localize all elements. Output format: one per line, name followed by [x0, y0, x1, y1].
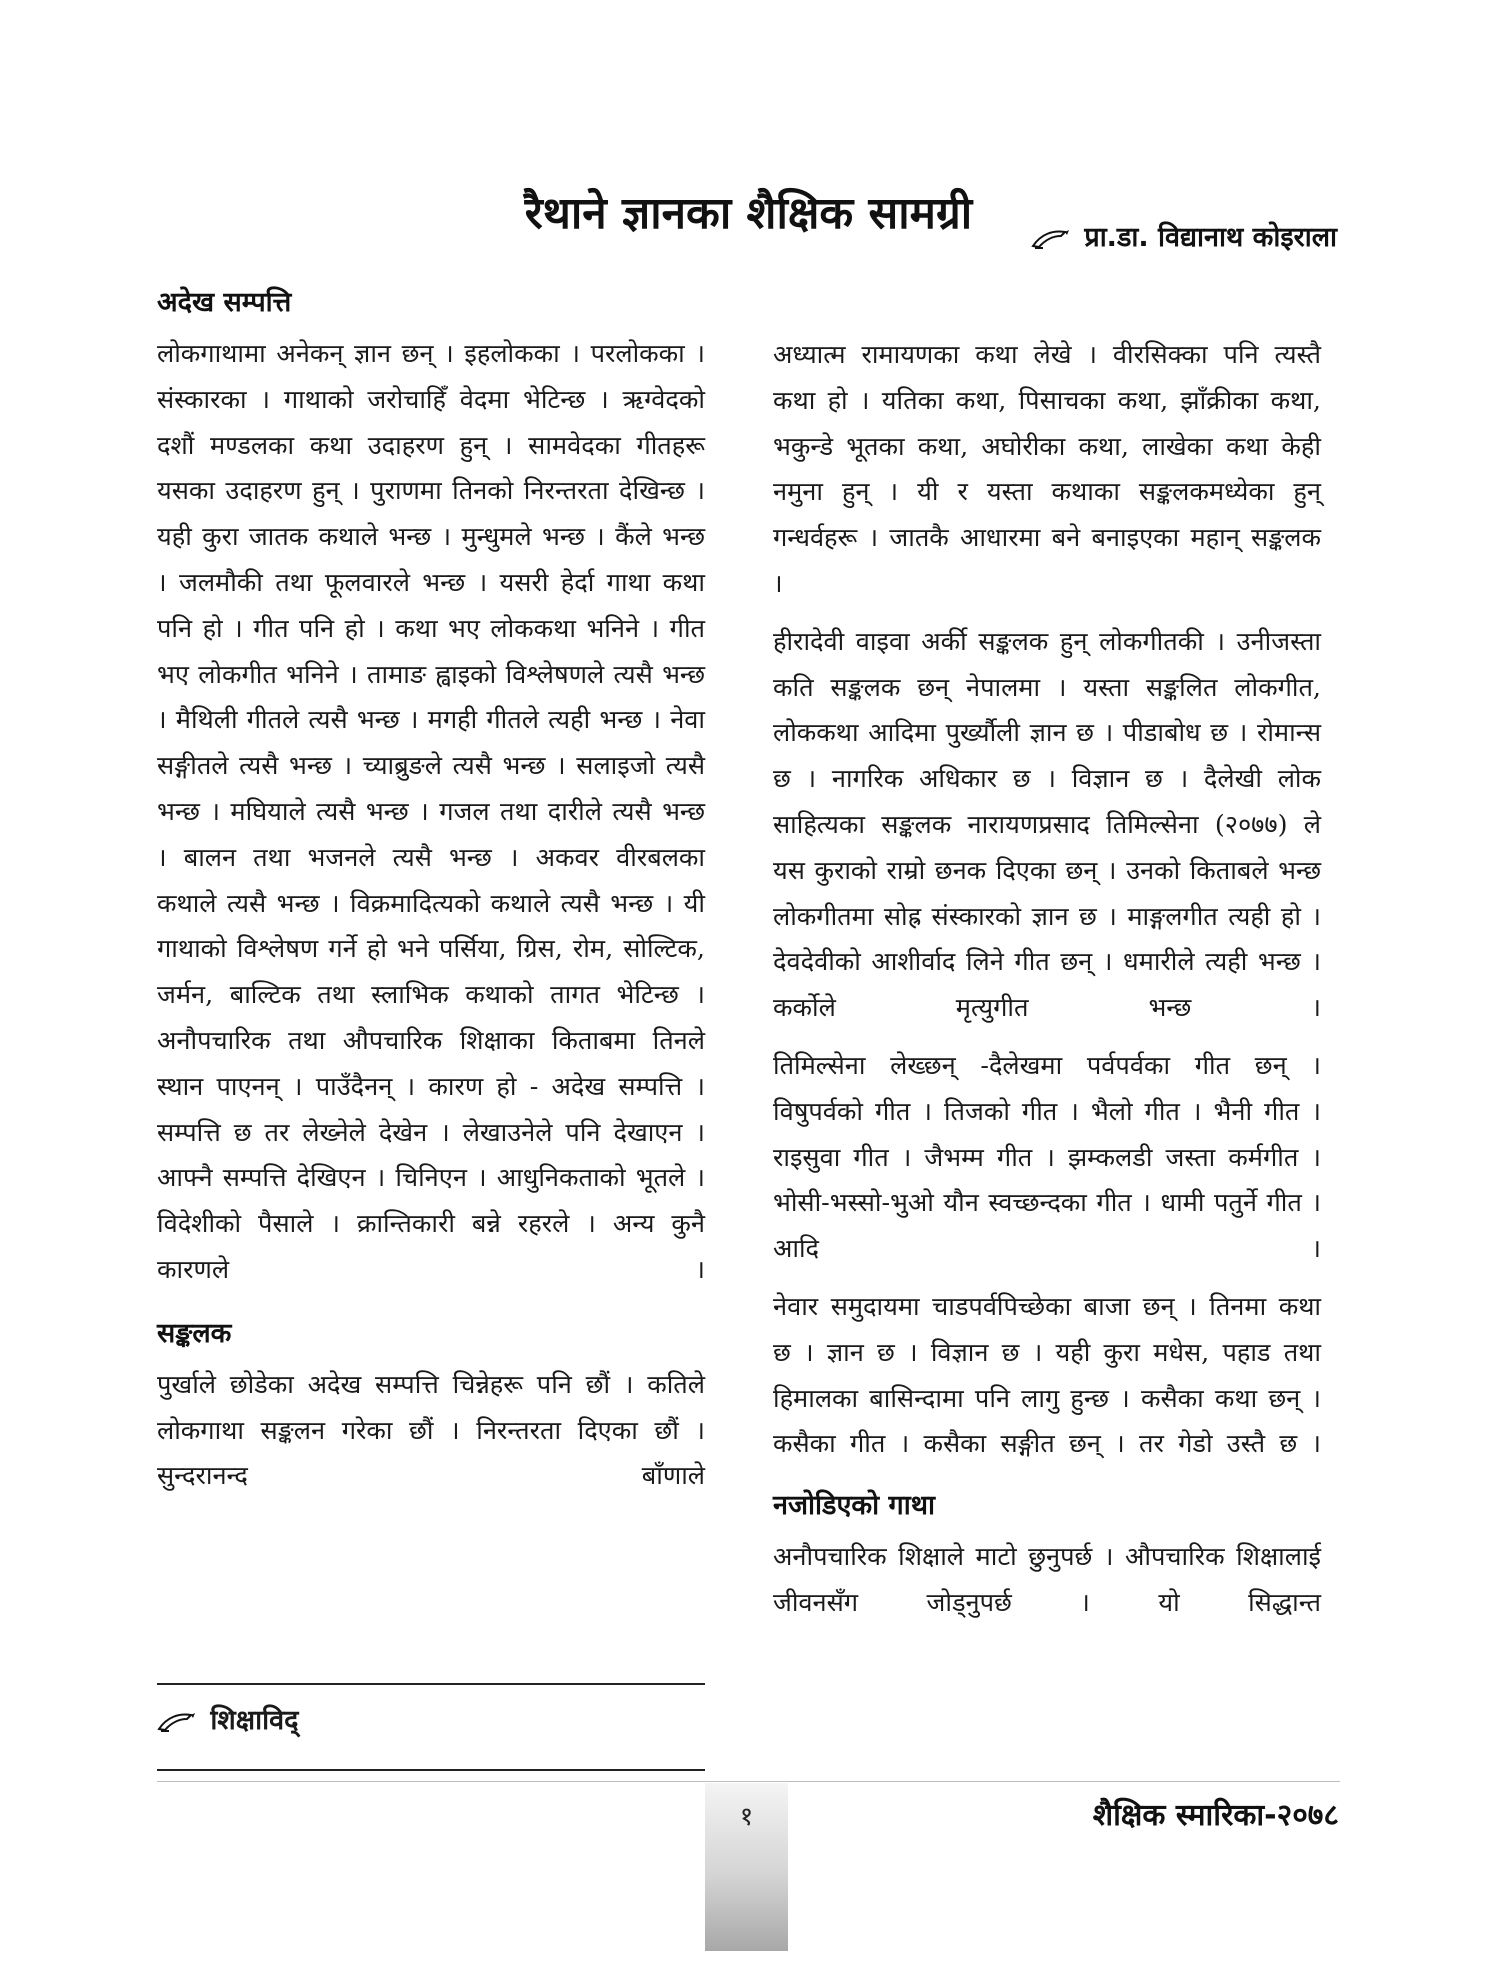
paragraph: हीरादेवी वाइवा अर्की सङ्कलक हुन् लोकगीतकी । उनीजस्ता कति सङ्कलक छन् नेपालमा । यस्ता सङ्कलित लोकगीत, लोककथा आदिमा पुर्ख्यौली ज्ञान छ । पीडाबोध छ । रोमान्स छ । नागरिक अधिकार छ । विज्ञान छ । दैलेखी लोक साहित्यका सङ्कलक नारायणप्रसाद तिमिल्सेना (२०७७) ले यस कुराको राम्रो छनक दिएका छन् । उनको किताबले भन्छ लोकगीतमा सोह्र संस्कारको ज्ञान छ । माङ्गलगीत त्यही हो । देवदेवीको आशीर्वाद लिने गीत छन् । धमारीले त्यही भन्छ । कर्कोले मृत्युगीत भन्छ । — [773, 625, 1321, 1023]
paragraph: पुर्खाले छोडेका अदेख सम्पत्ति चिन्नेहरू पनि छौं । कतिले लोकगाथा सङ्कलन गरेका छौं । निरन्तरता दिएका छौं । सुन्दरानन्द बाँणाले — [157, 1368, 705, 1491]
footer-rule — [157, 1781, 1340, 1782]
section-heading-unconnected-saga: नजोडिएको गाथा — [773, 1490, 935, 1522]
right-column — [773, 332, 1321, 1626]
paragraph: नेवार समुदायमा चाडपर्वपिच्छेका बाजा छन् । तिनमा कथा छ । ज्ञान छ । विज्ञान छ । यही कुरा मधेस, पहाड तथा हिमालका बासिन्दामा पनि लागु हुन्छ । कसैका कथा छन् । कसैका गीत । कसैका सङ्गीत छन् । तर गेडो उस्तै छ । — [773, 1290, 1321, 1459]
footnote-rule-top — [157, 1683, 705, 1685]
author-name: प्रा.डा. विद्यानाथ कोइराला — [1084, 222, 1337, 253]
designation-text: शिक्षाविद् — [210, 1705, 299, 1736]
paragraph: अध्यात्म रामायणका कथा लेखे । वीरसिक्का पनि त्यस्तै कथा हो । यतिका कथा, पिसाचका कथा, झाँक्रीका कथा, भकुन्डे भूतका कथा, अघोरीका कथा, लाखेका कथा केही नमुना हुन् । यी र यस्ता कथाका सङ्कलकमध्येका हुन् गन्धर्वहरू । जातकै आधारमा बने बनाइएका महान् सङ्कलक । — [773, 339, 1321, 598]
section-heading-hidden-wealth: अदेख सम्पत्ति — [157, 287, 292, 318]
footnote-rule-bottom — [157, 1769, 705, 1771]
article-title: रैथाने ज्ञानका शैक्षिक सामग्री — [524, 188, 973, 240]
left-column — [157, 282, 705, 1499]
journal-title: शैक्षिक स्मारिका-२०७८ — [1092, 1798, 1339, 1833]
author-line — [1031, 217, 1337, 254]
paragraph: लोकगाथामा अनेकन् ज्ञान छन् । इहलोकका । परलोकका । संस्कारका । गाथाको जरोचाहिँ वेदमा भेटिन्छ । ऋग्वेदको दशौं मण्डलका कथा उदाहरण हुन् । सामवेदका गीतहरू यसका उदाहरण हुन् । पुराणमा तिनको निरन्तरता देखिन्छ । यही कुरा जातक कथाले भन्छ । मुन्धुमले भन्छ । कैंले भन्छ । जलमौकी तथा फूलवारले भन्छ । यसरी हेर्दा गाथा कथा पनि हो । गीत पनि हो । कथा भए लोककथा भनिने । गीत भए लोकगीत भनिने । तामाङ ह्वाइको विश्लेषणले त्यसै भन्छ । मैथिली गीतले त्यसै भन्छ । मगही गीतले त्यही भन्छ । नेवा सङ्गीतले त्यसै भन्छ । च्याब्रुङले त्यसै भन्छ । सलाइजो त्यसै भन्छ । मघियाले त्यसै भन्छ । गजल तथा दारीले त्यसै भन्छ । बालन तथा भजनले त्यसै भन्छ । अकवर वीरबलका कथाले त्यसै भन्छ । विक्रमादित्यको कथाले त्यसै भन्छ । यी गाथाको विश्लेषण गर्ने हो भने पर्सिया, ग्रिस, रोम, सोल्टिक, जर्मन, बाल्टिक तथा स्लाभिक कथाको तागत भेटिन्छ । अनौपचारिक तथा औपचारिक शिक्षाका किताबमा तिनले स्थान पाएनन् । पाउँदैनन् । कारण हो - अदेख सम्पत्ति । सम्पत्ति छ तर लेख्नेले देखेन । लेखाउनेले पनि देखाएन । आफ्नै सम्पत्ति देखिएन । चिनिएन । आधुनिकताको भूतले । विदेशीको पैसाले । क्रान्तिकारी बन्ने रहरले । अन्य कुनै कारणले । — [157, 338, 705, 1284]
author-designation — [157, 1700, 298, 1737]
paragraph: तिमिल्सेना लेख्छन् -दैलेखमा पर्वपर्वका गीत छन् । विषुपर्वको गीत । तिजको गीत । भैलो गीत । भैनी गीत । राइसुवा गीत । जैभम्म गीत । झम्कलडी जस्ता कर्मगीत । भोसी-भस्सो-भुओ यौन स्वच्छन्दका गीत । धामी पतुर्ने गीत । आदि । — [773, 1049, 1321, 1264]
pen-nib-icon — [1031, 228, 1075, 250]
pen-nib-icon — [157, 1711, 201, 1733]
section-heading-collector: सङ्कलक — [157, 1317, 232, 1349]
paragraph: अनौपचारिक शिक्षाले माटो छुनुपर्छ । औपचारिक शिक्षालाई जीवनसँग जोड्नुपर्छ । यो सिद्धान्त — [773, 1541, 1321, 1617]
page-number: १ — [739, 1802, 754, 1832]
